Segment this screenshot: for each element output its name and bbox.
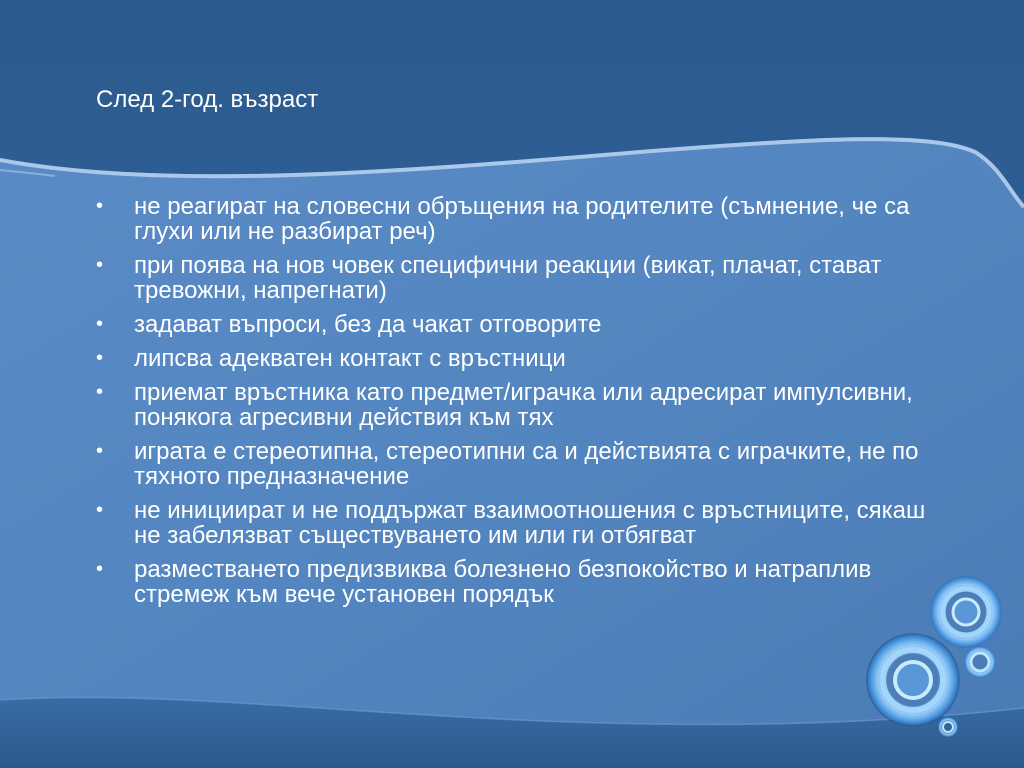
list-item <box>96 380 956 430</box>
bullet-icon: • <box>96 381 104 403</box>
list-item <box>96 312 956 337</box>
slide-title: След 2-год. възраст <box>96 86 319 113</box>
list-item <box>96 439 956 489</box>
bullet-icon: • <box>96 440 104 462</box>
bullet-list <box>96 194 956 616</box>
bullet-icon: • <box>96 558 104 580</box>
bullet-text: не реагират на словесни обръщения на родителите (съмнение, че са глухи или не разбират реч) <box>134 193 910 245</box>
bullet-text: задават въпроси, без да чакат отговорите <box>134 311 602 338</box>
bullet-icon: • <box>96 195 104 217</box>
bullet-text: при поява на нов човек специфични реакции (викат, плачат, стават тревожни, напрегнати) <box>134 252 882 304</box>
list-item <box>96 253 956 303</box>
bullet-icon: • <box>96 347 104 369</box>
list-item <box>96 346 956 371</box>
list-item <box>96 498 956 548</box>
bullet-icon: • <box>96 254 104 276</box>
bullet-text: липсва адекватен контакт с връстници <box>134 345 566 372</box>
list-item <box>96 194 956 244</box>
bullet-icon: • <box>96 313 104 335</box>
list-item <box>96 557 956 607</box>
bullet-text: играта е стереотипна, стереотипни са и действията с играчките, не по тяхното предназначение <box>134 438 919 490</box>
bullet-text: не инициират и не поддържат взаимоотношения с връстниците, сякаш не забелязват съществуването им или ги отбягват <box>134 497 926 549</box>
bullet-text: приемат връстника като предмет/играчка или адресират импулсивни, понякога агресивни действия към тях <box>134 379 913 431</box>
bullet-icon: • <box>96 499 104 521</box>
bullet-text: разместването предизвиква болезнено безпокойство и натраплив стремеж към вече установен порядък <box>134 556 872 608</box>
